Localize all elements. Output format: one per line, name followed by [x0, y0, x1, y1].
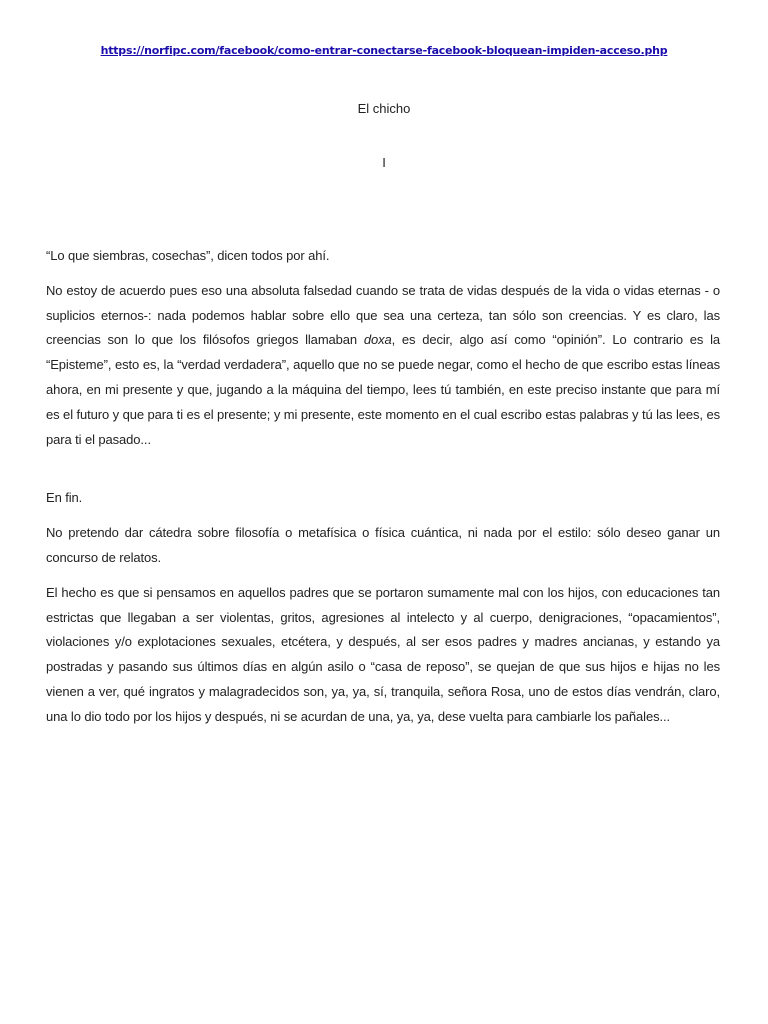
- paragraph-5: El hecho es que si pensamos en aquellos padres que se portaron sumamente mal con los hijos, con educaciones tan estrictas que llegaban a ser violentas, gritos, agresiones al intelecto y al cuerpo, denigraciones, “opacamientos”, violaciones y/o explotaciones sexuales, etcétera, y después, al ser esos padres y madres ancianas, y estando ya postradas y pasando sus últimos días en algún asilo o “casa de reposo”, se quejan de que sus hijos e hijas no les vienen a ver, qué ingratos y malagradecidos son, ya, ya, sí, tranquila, señora Rosa, uno de estos días vendrán, claro, una lo dio todo por los hijos y después, ni se acurdan de una, ya, ya, dese vuelta para cambiarle los pañales...: [46, 584, 720, 724]
- paragraph-2-italic-term: doxa: [363, 332, 392, 348]
- paragraph-3: En fin.: [46, 490, 83, 506]
- paragraph-4: No pretendo dar cátedra sobre filosofía o metafísica o física cuántica, ni nada por el estilo: sólo deseo ganar un concurso de relatos.: [46, 525, 720, 565]
- document-body: [46, 244, 720, 740]
- paragraph-2: [46, 279, 720, 453]
- paragraph-2-text-a: No estoy de acuerdo pues eso una absoluta falsedad cuando se trata de vidas después de la vida o vidas eternas - o suplicios eternos-: nada podemos hablar sobre ello que sea una certeza, tan sólo son creencias. Y es claro, las creencias son lo que los filósofos griegos llamaban: [46, 282, 720, 348]
- chapter-number: I: [382, 155, 386, 170]
- source-url-link[interactable]: https://norfipc.com/facebook/como-entrar-conectarse-facebook-bloquean-impiden-acceso.php: [100, 44, 668, 57]
- paragraph-2-text-b: , es decir, algo así como “opinión”. Lo contrario es la “Episteme”, esto es, la “verdad verdadera”, aquello que no se puede negar, como el hecho de que escribo estas líneas ahora, en mi presente y que, jugando a la máquina del tiempo, lees tú también, en este preciso instante que para mí es el futuro y que para ti es el presente; y mi presente, este momento en el cual escribo estas palabras y tú las lees, es para ti el pasado...: [46, 332, 720, 447]
- document-title: El chicho: [357, 101, 411, 116]
- paragraph-1: “Lo que siembras, cosechas”, dicen todos por ahí.: [46, 248, 330, 263]
